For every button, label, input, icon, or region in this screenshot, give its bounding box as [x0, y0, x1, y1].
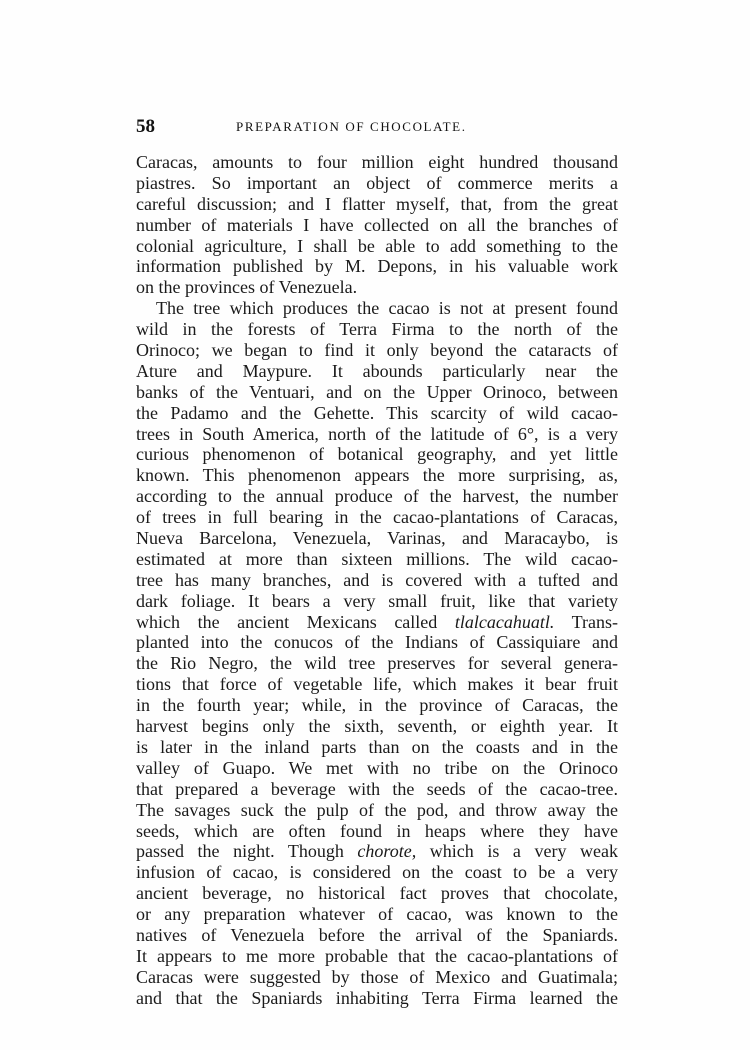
text-line: piastres. So important an object of commerce merits a	[136, 172, 618, 193]
page-header	[136, 116, 618, 142]
text-line: number of materials I have collected on all the branches of	[136, 214, 618, 235]
text-line: according to the annual produce of the harvest, the number	[136, 486, 618, 507]
text-line: or any preparation whatever of cacao, was known to the	[136, 904, 618, 925]
text-line: colonial agriculture, I shall be able to add something to the	[136, 235, 618, 256]
text-line: tree has many branches, and is covered with a tufted and	[136, 569, 618, 590]
text-line: careful discussion; and I flatter myself, that, from the great	[136, 193, 618, 214]
text-line: trees in South America, north of the latitude of 6°, is a very	[136, 423, 618, 444]
text-line: valley of Guapo. We met with no tribe on the Orinoco	[136, 757, 618, 778]
text-segment: Trans-	[554, 611, 618, 632]
body-text	[136, 152, 618, 1009]
text-line: tions that force of vegetable life, which makes it bear fruit	[136, 674, 618, 695]
text-line: seeds, which are often found in heaps where they have	[136, 820, 618, 841]
text-segment: passed the night. Though	[136, 841, 358, 862]
text-line: wild in the forests of Terra Firma to the north of the	[136, 319, 618, 340]
text-line: It appears to me more probable that the cacao-plantations of	[136, 945, 618, 966]
text-line	[136, 841, 618, 862]
text-line	[136, 612, 618, 633]
text-line: The tree which produces the cacao is not at present found	[156, 298, 618, 319]
text-line: harvest begins only the sixth, seventh, or eighth year. It	[136, 716, 618, 737]
text-line: in the fourth year; while, in the province of Caracas, the	[136, 695, 618, 716]
text-segment: which the ancient Mexicans called	[136, 611, 455, 632]
text-line: banks of the Ventuari, and on the Upper Orinoco, between	[136, 381, 618, 402]
text-line: information published by M. Depons, in his valuable work	[136, 256, 618, 277]
text-line: that prepared a beverage with the seeds of the cacao-tree.	[136, 778, 618, 799]
italic-term: tlalcacahuatl.	[454, 611, 555, 632]
text-line: and that the Spaniards inhabiting Terra Firma learned the	[136, 987, 618, 1008]
text-line: Caracas were suggested by those of Mexico and Guatimala;	[136, 966, 618, 987]
page-number: 58	[136, 116, 155, 137]
text-line: Orinoco; we began to find it only beyond the cataracts of	[136, 340, 618, 361]
text-line: dark foliage. It bears a very small fruit, like that variety	[136, 590, 618, 611]
text-line: Ature and Maypure. It abounds particularly near the	[136, 360, 618, 381]
text-line: estimated at more than sixteen millions. The wild cacao-	[136, 548, 618, 569]
text-line: is later in the inland parts than on the coasts and in the	[136, 736, 618, 757]
text-line: on the provinces of Venezuela.	[136, 277, 358, 298]
text-line: Caracas, amounts to four million eight hundred thousand	[136, 152, 618, 172]
text-line: curious phenomenon of botanical geography, and yet little	[136, 444, 618, 465]
running-head: PREPARATION OF CHOCOLATE.	[236, 119, 467, 134]
text-line: infusion of cacao, is considered on the coast to be a very	[136, 862, 618, 883]
text-line: natives of Venezuela before the arrival of the Spaniards.	[136, 924, 618, 945]
text-line: The savages suck the pulp of the pod, and throw away the	[136, 799, 618, 820]
text-line: the Rio Negro, the wild tree preserves for several genera-	[136, 653, 618, 674]
text-line: planted into the conucos of the Indians of Cassiquiare and	[136, 632, 618, 653]
text-line: of trees in full bearing in the cacao-plantations of Caracas,	[136, 507, 618, 528]
text-line: known. This phenomenon appears the more surprising, as,	[136, 465, 618, 486]
text-segment: which is a very weak	[416, 841, 618, 862]
italic-term: chorote,	[357, 841, 417, 862]
text-line: the Padamo and the Gehette. This scarcity of wild cacao-	[136, 402, 618, 423]
text-line: ancient beverage, no historical fact proves that chocolate,	[136, 883, 618, 904]
text-line: Nueva Barcelona, Venezuela, Varinas, and Maracaybo, is	[136, 528, 618, 549]
